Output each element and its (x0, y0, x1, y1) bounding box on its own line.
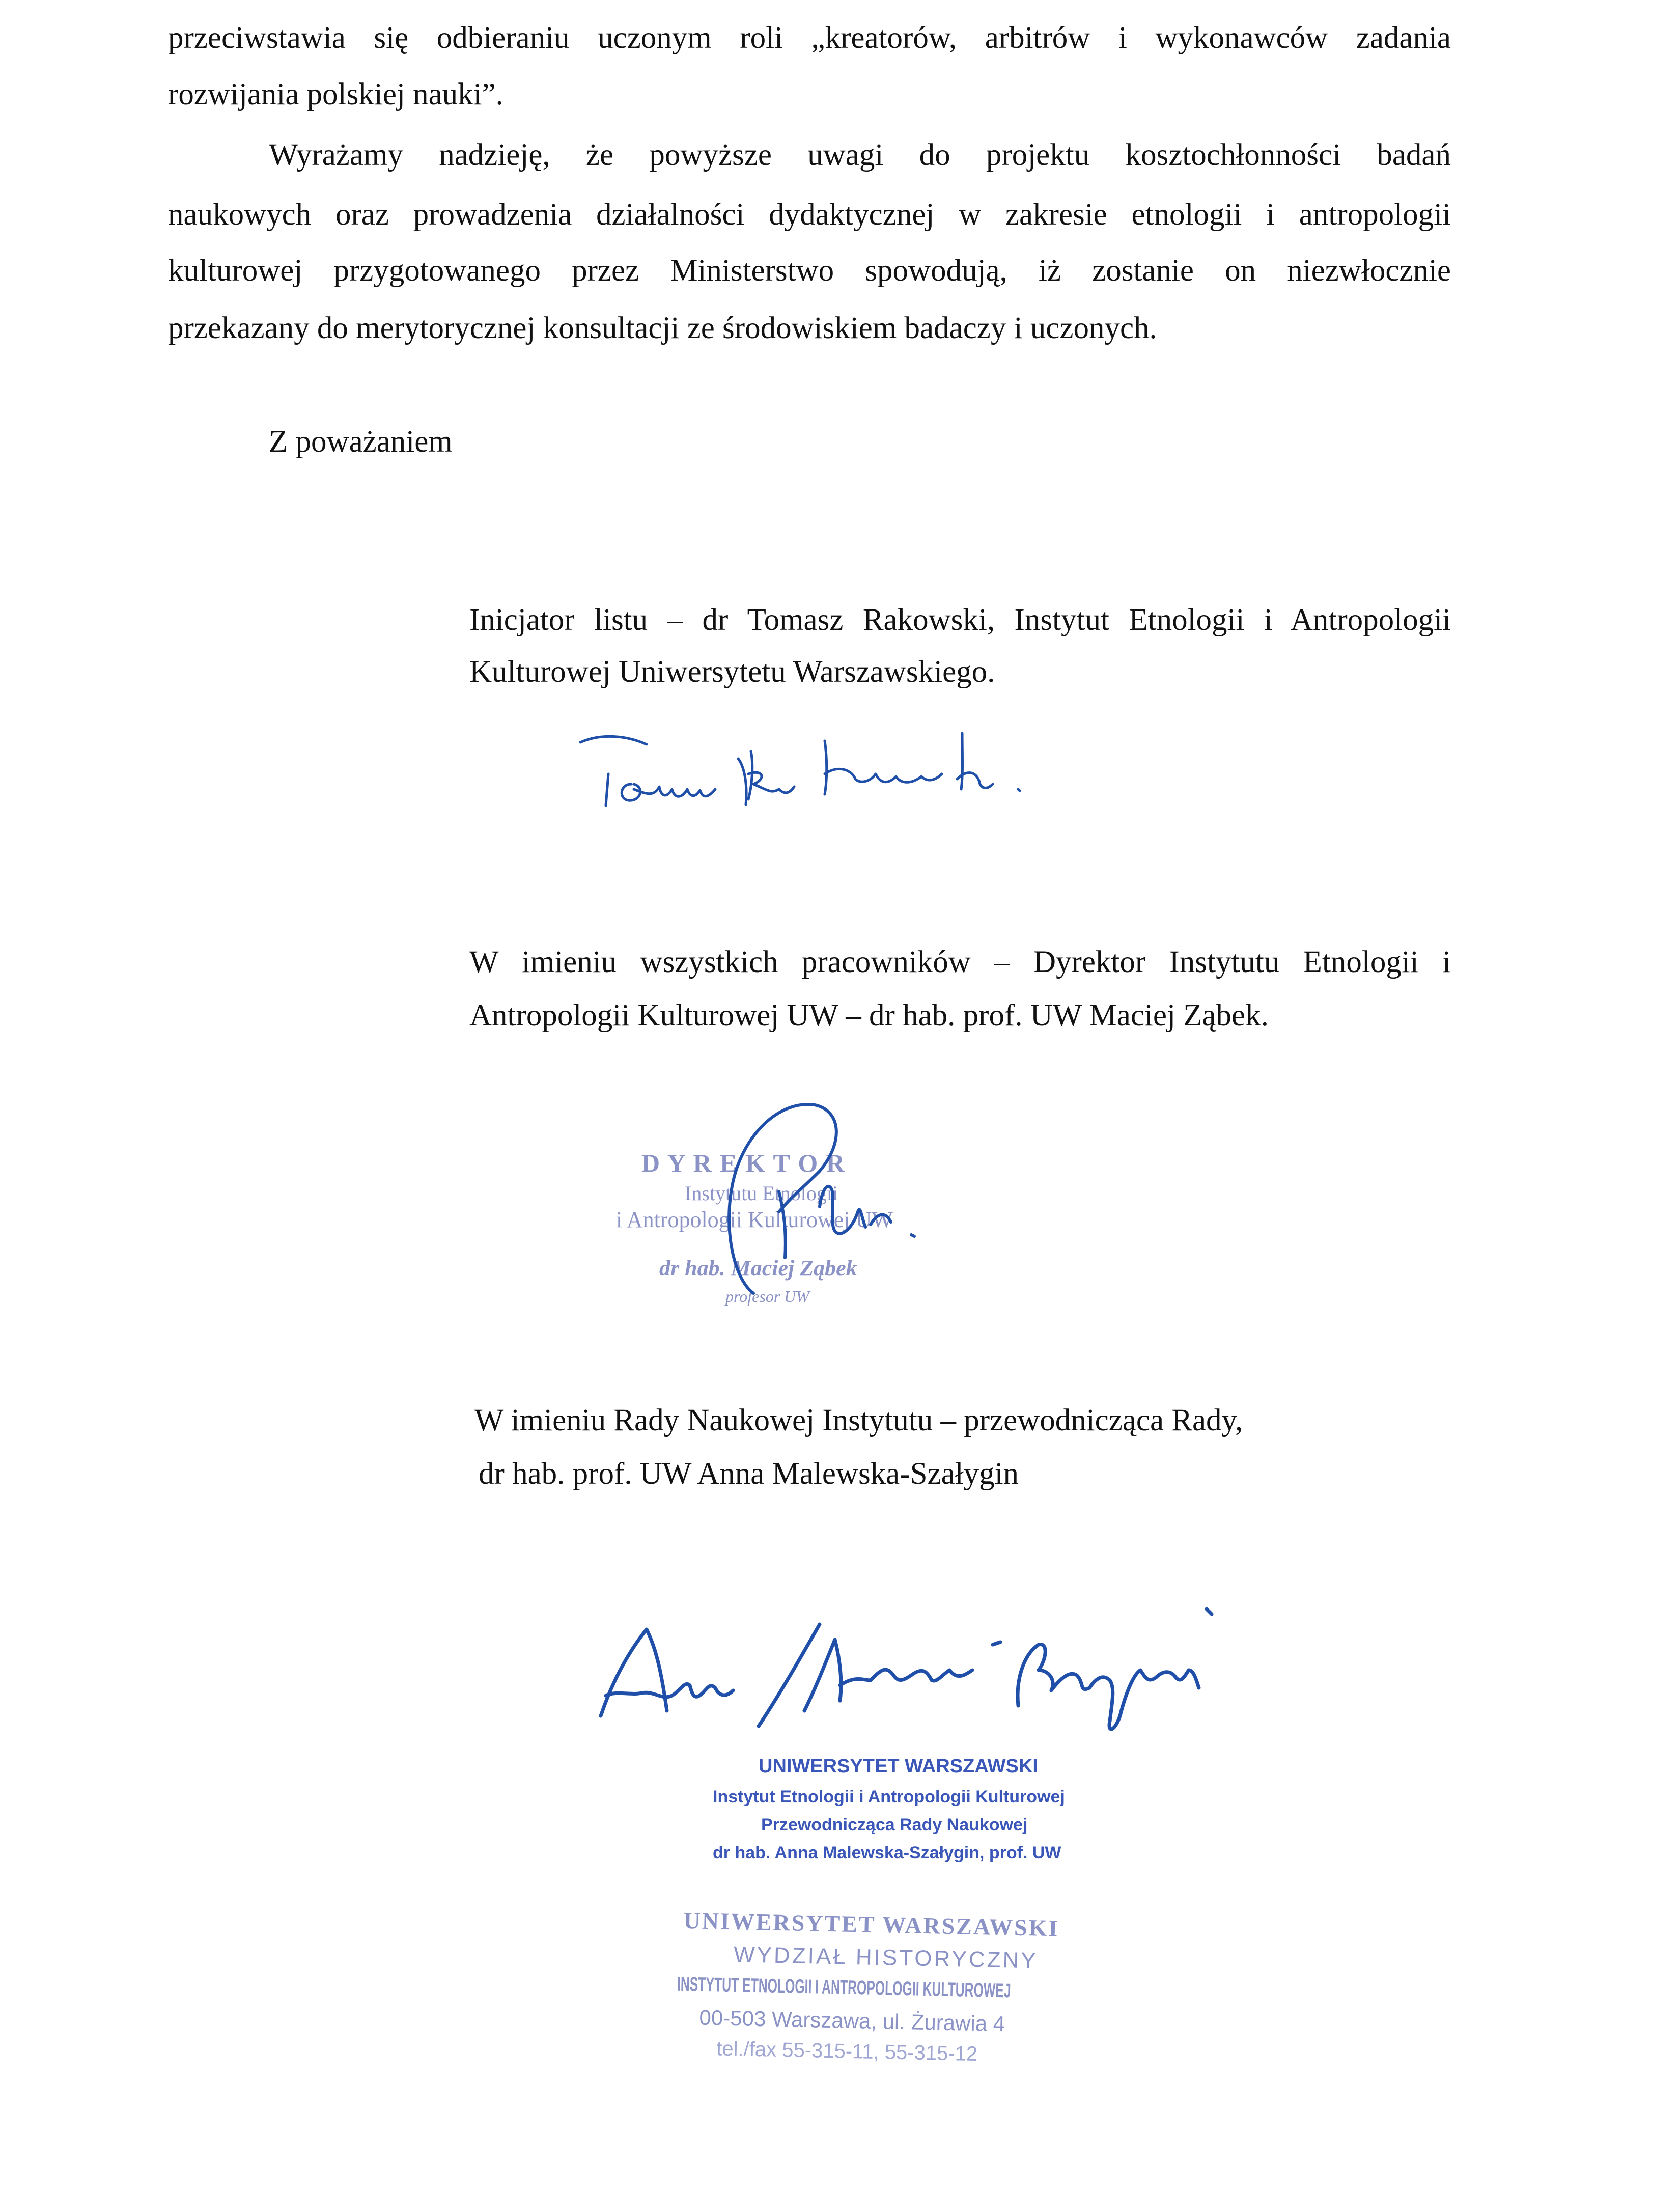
signatory-3-line-1: W imieniu Rady Naukowej Instytutu – przewodnicząca Rady, (474, 1403, 1243, 1437)
director-stamp-line-4: dr hab. Maciej Ząbek (659, 1256, 857, 1281)
institute-stamp-line-5: tel./fax 55-315-11, 55-315-12 (716, 2037, 978, 2066)
director-stamp-line-1: D Y R E K T O R (641, 1149, 846, 1177)
council-stamp-line-3: Przewodnicząca Rady Naukowej (761, 1815, 1028, 1835)
institute-stamp-line-2: WYDZIAŁ HISTORYCZNY (733, 1942, 1039, 1974)
institute-stamp-line-1: UNIWERSYTET WARSZAWSKI (683, 1907, 1059, 1941)
signatory-2-line-1: W imieniu wszystkich pracowników – Dyrektor Instytutu Etnologii i (469, 945, 1451, 979)
director-stamp-line-2: Instytutu Etnologii (685, 1182, 838, 1205)
signature-zabek (703, 1059, 967, 1324)
paragraph-2-line-2: naukowych oraz prowadzenia działalności dydaktycznej w zakresie etnologii i antropologii (168, 198, 1451, 232)
paragraph-1-line-1: przeciwstawia się odbieraniu uczonym roli „kreatorów, arbitrów i wykonawców zadania (168, 21, 1451, 55)
paragraph-2-line-1: Wyrażamy nadzieję, że powyższe uwagi do projektu kosztochłonności badań (269, 138, 1451, 172)
council-stamp-line-2: Instytut Etnologii i Antropologii Kulturowej (713, 1787, 1065, 1807)
signature-malewska-szalygin (585, 1594, 1288, 1746)
closing-salutation: Z poważaniem (269, 425, 453, 459)
signatory-3-line-2: dr hab. prof. UW Anna Malewska-Szałygin (479, 1457, 1019, 1491)
signatory-2-line-2: Antropologii Kulturowej UW – dr hab. prof. UW Maciej Ząbek. (469, 998, 1269, 1033)
paragraph-2-line-3: kulturowej przygotowanego przez Ministerstwo spowodują, iż zostanie on niezwłocznie (168, 254, 1451, 288)
director-stamp-line-5: profesor UW (725, 1287, 810, 1306)
council-stamp-line-4: dr hab. Anna Malewska-Szałygin, prof. UW (713, 1843, 1061, 1863)
paragraph-1-line-2: rozwijania polskiej nauki”. (168, 77, 503, 112)
paragraph-2-line-4: przekazany do merytorycznej konsultacji ze środowiskiem badaczy i uczonych. (168, 311, 1157, 345)
signatory-1-line-2: Kulturowej Uniwersytetu Warszawskiego. (469, 655, 995, 689)
signatory-1-line-1: Inicjator listu – dr Tomasz Rakowski, Instytut Etnologii i Antropologii (469, 603, 1451, 637)
institute-stamp-line-4: 00-503 Warszawa, ul. Żurawia 4 (699, 2005, 1005, 2036)
director-stamp-line-3: i Antropologii Kulturowej UW (616, 1207, 893, 1232)
signature-rakowski (570, 713, 1130, 825)
council-stamp-line-1: UNIWERSYTET WARSZAWSKI (759, 1756, 1038, 1777)
institute-stamp-line-3: INSTYTUT ETNOLOGII I ANTROPOLOGII KULTUROWEJ (677, 1973, 1012, 2003)
